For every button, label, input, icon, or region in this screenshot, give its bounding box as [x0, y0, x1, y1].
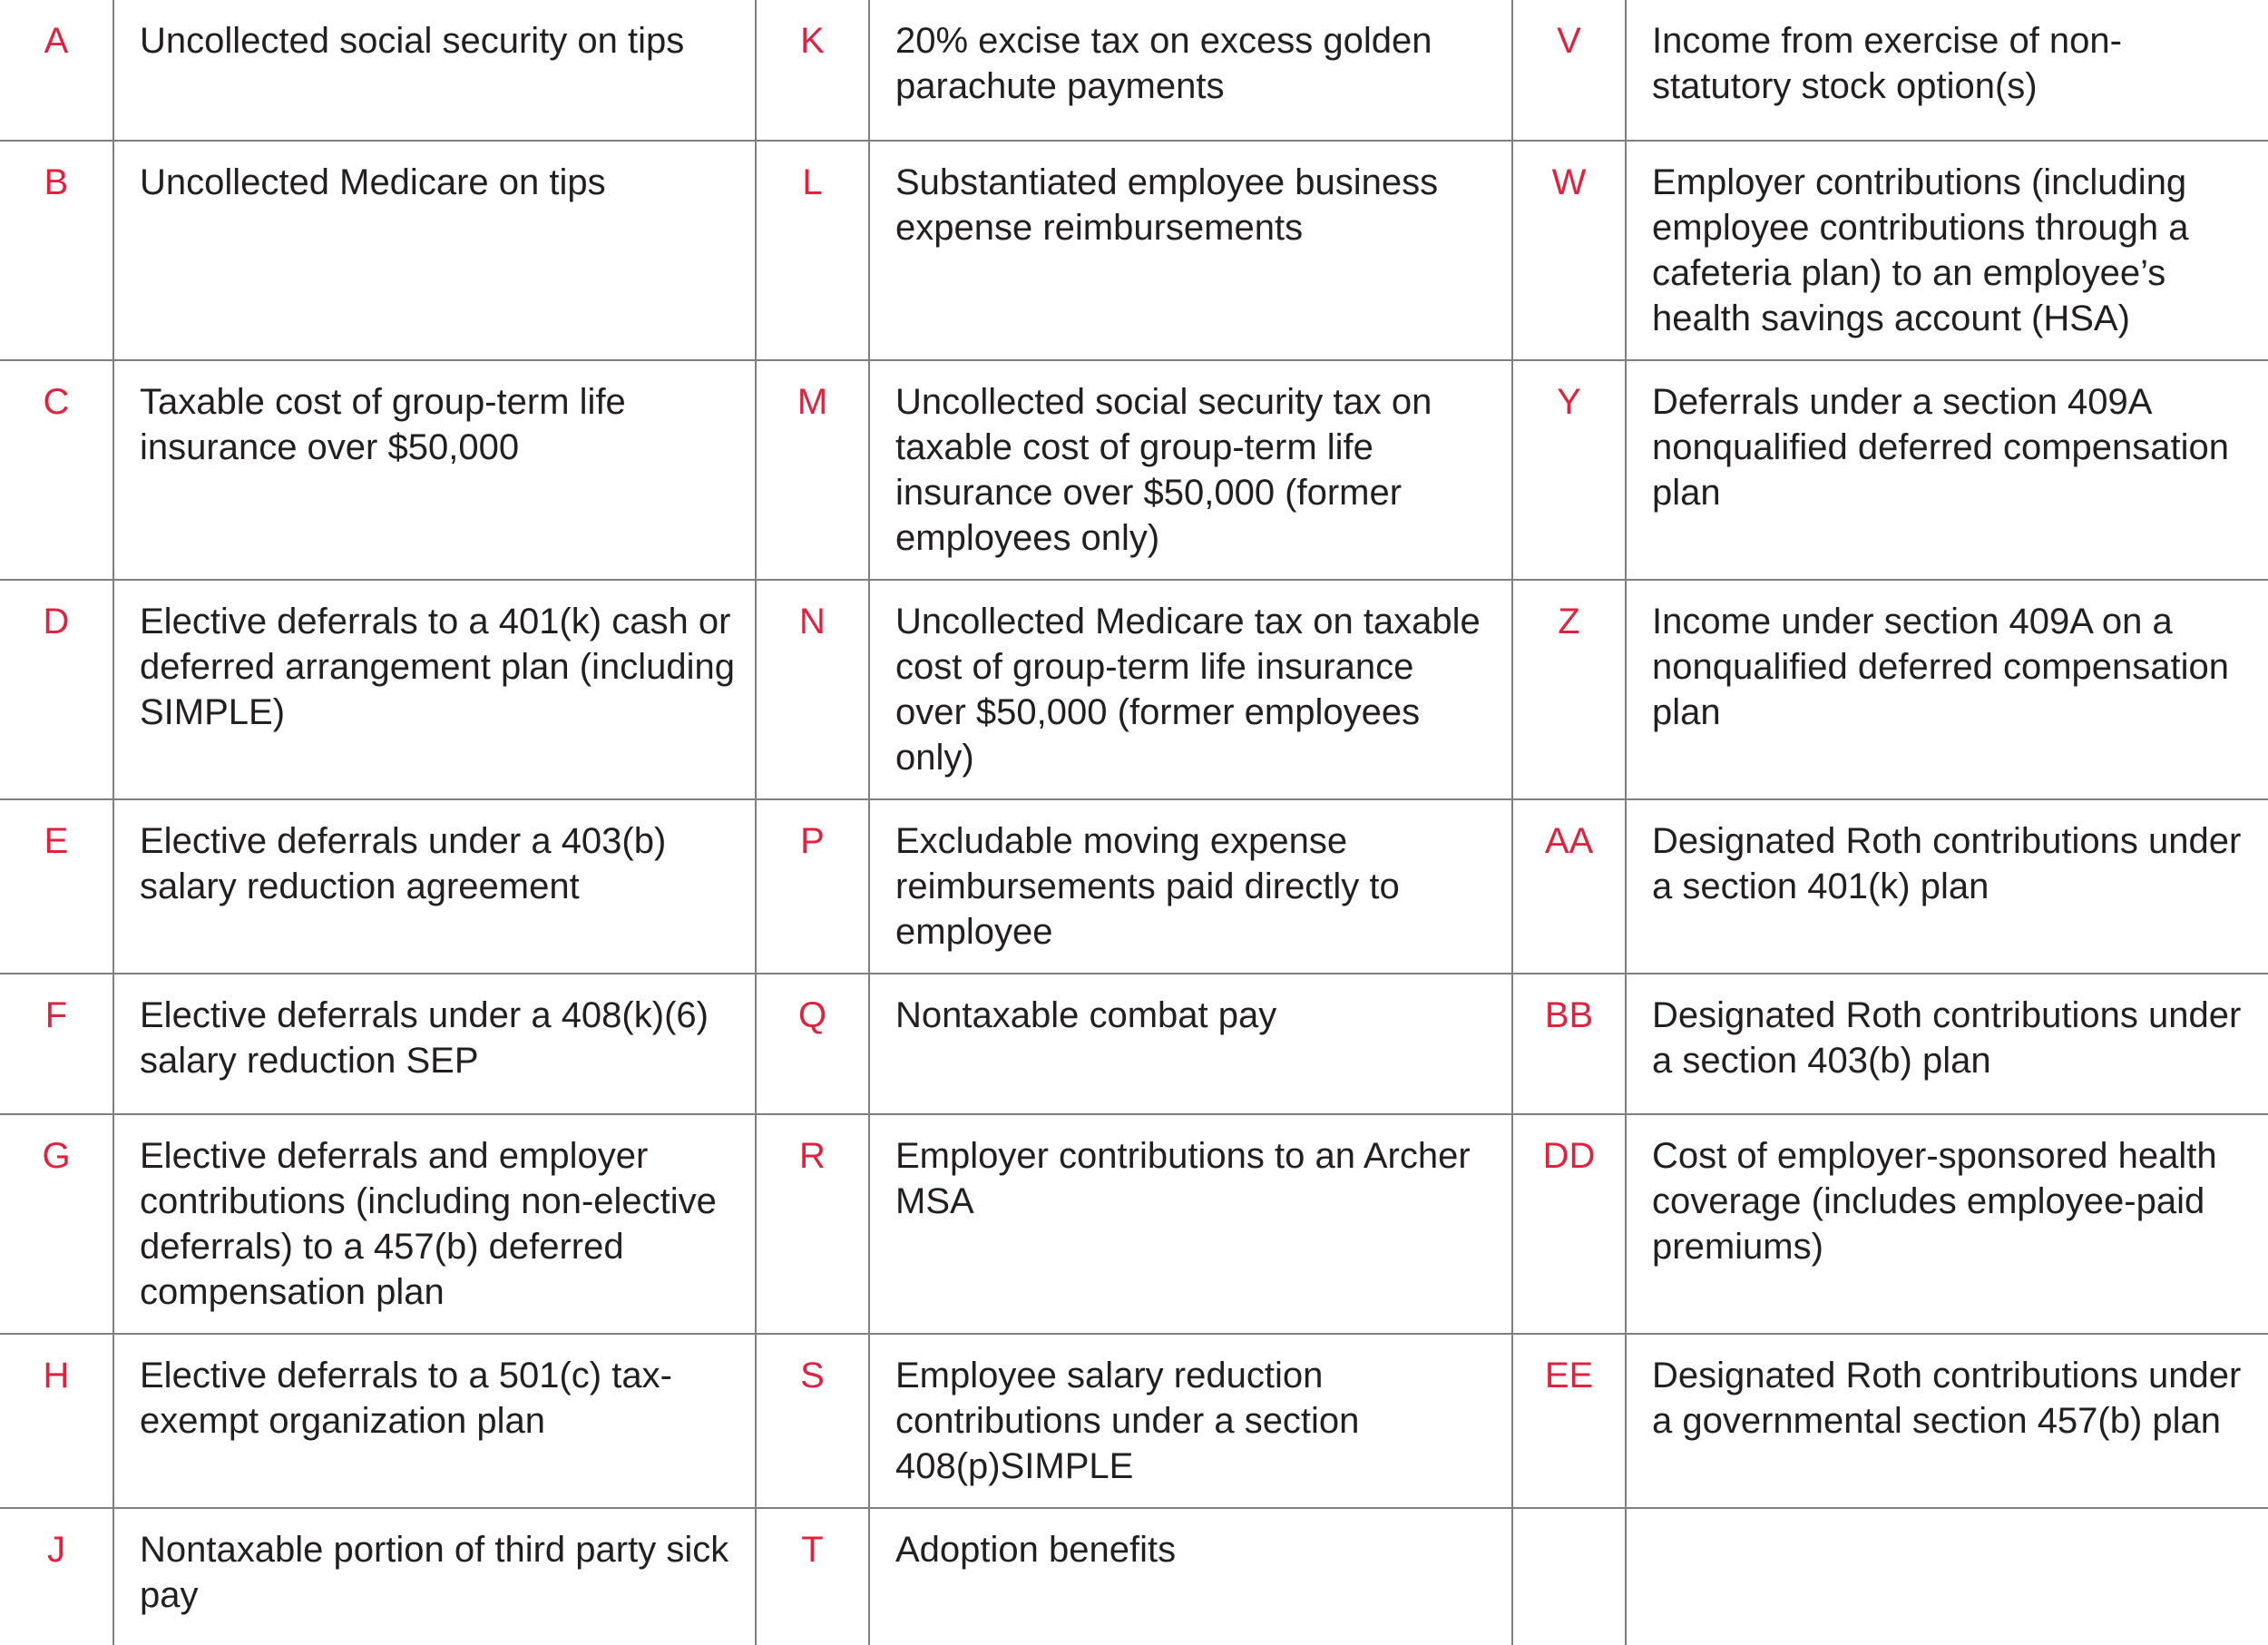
code-cell: H — [0, 1334, 113, 1508]
description-cell — [1626, 1508, 2268, 1645]
code-cell: W — [1512, 141, 1626, 360]
description-cell: Excludable moving expense reimbursements paid directly to employee — [869, 799, 1512, 974]
code-cell: EE — [1512, 1334, 1626, 1508]
description-cell: Uncollected Medicare tax on taxable cost of group-term life insurance over $50,000 (former employees only) — [869, 580, 1512, 799]
table-row — [0, 974, 2268, 1114]
code-cell: C — [0, 360, 113, 580]
table-row — [0, 1508, 2268, 1645]
table-row — [0, 141, 2268, 360]
description-cell: Substantiated employee business expense reimbursements — [869, 141, 1512, 360]
description-cell: Nontaxable portion of third party sick pay — [113, 1508, 756, 1645]
description-cell: Elective deferrals under a 408(k)(6) salary reduction SEP — [113, 974, 756, 1114]
code-cell: Y — [1512, 360, 1626, 580]
description-cell: Elective deferrals to a 501(c) tax-exempt organization plan — [113, 1334, 756, 1508]
table-row — [0, 1334, 2268, 1508]
code-cell: S — [756, 1334, 869, 1508]
code-cell: T — [756, 1508, 869, 1645]
code-cell: A — [0, 0, 113, 141]
code-cell: F — [0, 974, 113, 1114]
code-cell: B — [0, 141, 113, 360]
description-cell: Adoption benefits — [869, 1508, 1512, 1645]
description-cell: Employee salary reduction contributions under a section 408(p)SIMPLE — [869, 1334, 1512, 1508]
description-cell: Designated Roth contributions under a section 403(b) plan — [1626, 974, 2268, 1114]
description-cell: Uncollected social security tax on taxable cost of group-term life insurance over $50,000 (former employees only) — [869, 360, 1512, 580]
description-cell: Income from exercise of non-statutory stock option(s) — [1626, 0, 2268, 141]
description-cell: Elective deferrals to a 401(k) cash or deferred arrangement plan (including SIMPLE) — [113, 580, 756, 799]
description-cell: Elective deferrals under a 403(b) salary reduction agreement — [113, 799, 756, 974]
code-cell: P — [756, 799, 869, 974]
table-row — [0, 580, 2268, 799]
code-cell: L — [756, 141, 869, 360]
description-cell: Employer contributions to an Archer MSA — [869, 1114, 1512, 1334]
table-row — [0, 799, 2268, 974]
code-cell: K — [756, 0, 869, 141]
description-cell: Uncollected Medicare on tips — [113, 141, 756, 360]
code-cell: DD — [1512, 1114, 1626, 1334]
code-cell: G — [0, 1114, 113, 1334]
description-cell: Taxable cost of group-term life insurance over $50,000 — [113, 360, 756, 580]
code-cell: M — [756, 360, 869, 580]
description-cell: Deferrals under a section 409A nonqualified deferred compensation plan — [1626, 360, 2268, 580]
description-cell: Designated Roth contributions under a section 401(k) plan — [1626, 799, 2268, 974]
description-cell: Elective deferrals and employer contributions (including non-elective deferrals) to a 457(b) deferred compensation plan — [113, 1114, 756, 1334]
description-cell: Nontaxable combat pay — [869, 974, 1512, 1114]
table-row — [0, 360, 2268, 580]
code-cell: Z — [1512, 580, 1626, 799]
description-cell: Employer contributions (including employee contributions through a cafeteria plan) to an employee’s health savings account (HSA) — [1626, 141, 2268, 360]
description-cell: Cost of employer-sponsored health coverage (includes employee-paid premiums) — [1626, 1114, 2268, 1334]
table-row — [0, 1114, 2268, 1334]
description-cell: Income under section 409A on a nonqualified deferred compensation plan — [1626, 580, 2268, 799]
code-cell: BB — [1512, 974, 1626, 1114]
table-row — [0, 0, 2268, 141]
code-cell: AA — [1512, 799, 1626, 974]
description-cell: Designated Roth contributions under a governmental section 457(b) plan — [1626, 1334, 2268, 1508]
code-cell — [1512, 1508, 1626, 1645]
code-cell: R — [756, 1114, 869, 1334]
code-cell: E — [0, 799, 113, 974]
code-cell: Q — [756, 974, 869, 1114]
code-cell: J — [0, 1508, 113, 1645]
code-cell: D — [0, 580, 113, 799]
code-cell: N — [756, 580, 869, 799]
description-cell: 20% excise tax on excess golden parachute payments — [869, 0, 1512, 141]
code-cell: V — [1512, 0, 1626, 141]
description-cell: Uncollected social security on tips — [113, 0, 756, 141]
